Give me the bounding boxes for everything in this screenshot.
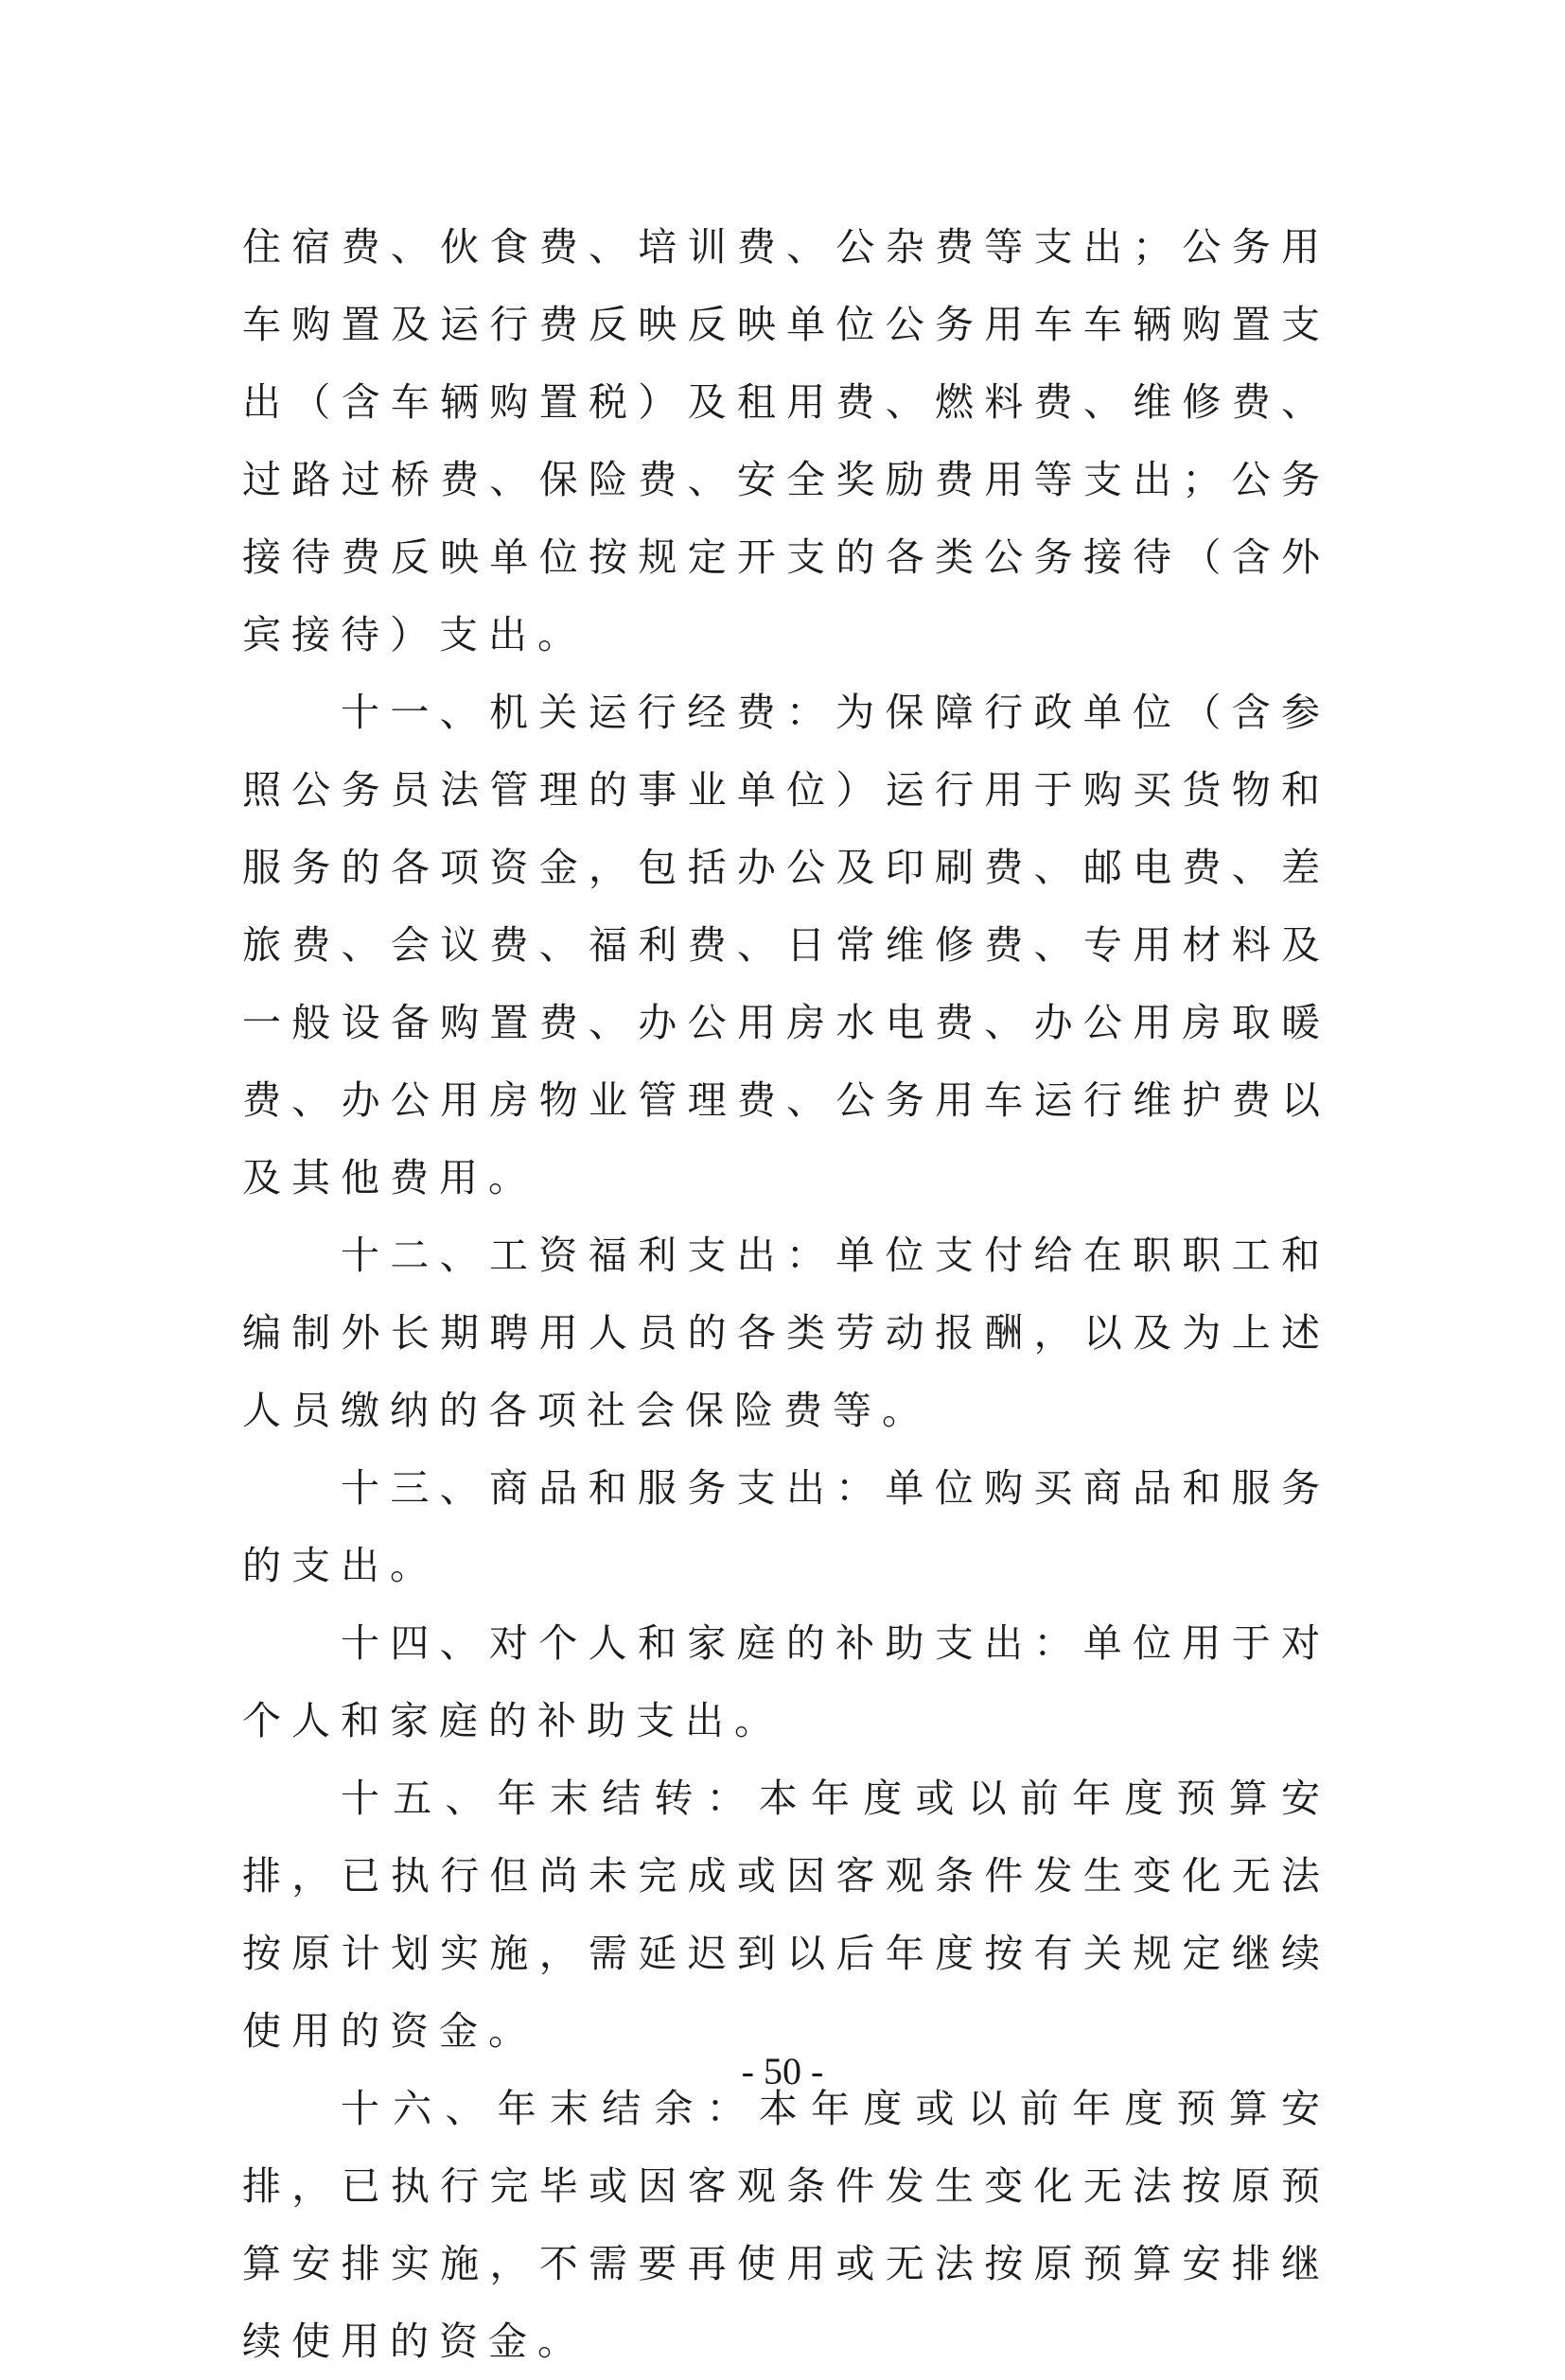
paragraph-item-16: 十六、年末结余：本年度或以前年度预算安排，已执行完毕或因客观条件发生变化无法按原预算安排实施，不需要再使用或无法按原预算安排继续使用的资金。 <box>242 2086 1330 2364</box>
paragraph-item-15: 十五、年末结转：本年度或以前年度预算安排，已执行但尚未完成或因客观条件发生变化无法按原计划实施，需延迟到以后年度按有关规定继续使用的资金。 <box>242 1776 1330 2054</box>
paragraph-item-14: 十四、对个人和家庭的补助支出：单位用于对个人和家庭的补助支出。 <box>242 1620 1330 1743</box>
paragraph-item-13: 十三、商品和服务支出：单位购买商品和服务的支出。 <box>242 1465 1330 1588</box>
page-number: - 50 - <box>741 2050 824 2092</box>
paragraph-item-11: 十一、机关运行经费：为保障行政单位（含参照公务员法管理的事业单位）运行用于购买货物和服务的各项资金，包括办公及印刷费、邮电费、差旅费、会议费、福利费、日常维修费、专用材料及一般设备购置费、办公用房水电费、办公用房取暖费、办公用房物业管理费、公务用车运行维护费以及其他费用。 <box>242 690 1330 1200</box>
paragraph-item-12: 十二、工资福利支出：单位支付给在职职工和编制外长期聘用人员的各类劳动报酬，以及为上述人员缴纳的各项社会保险费等。 <box>242 1233 1330 1433</box>
paragraph-continuation: 住宿费、伙食费、培训费、公杂费等支出；公务用车购置及运行费反映反映单位公务用车车辆购置支出（含车辆购置税）及租用费、燃料费、维修费、过路过桥费、保险费、安全奖励费用等支出；公务接待费反映单位按规定开支的各类公务接待（含外宾接待）支出。 <box>242 224 1330 657</box>
